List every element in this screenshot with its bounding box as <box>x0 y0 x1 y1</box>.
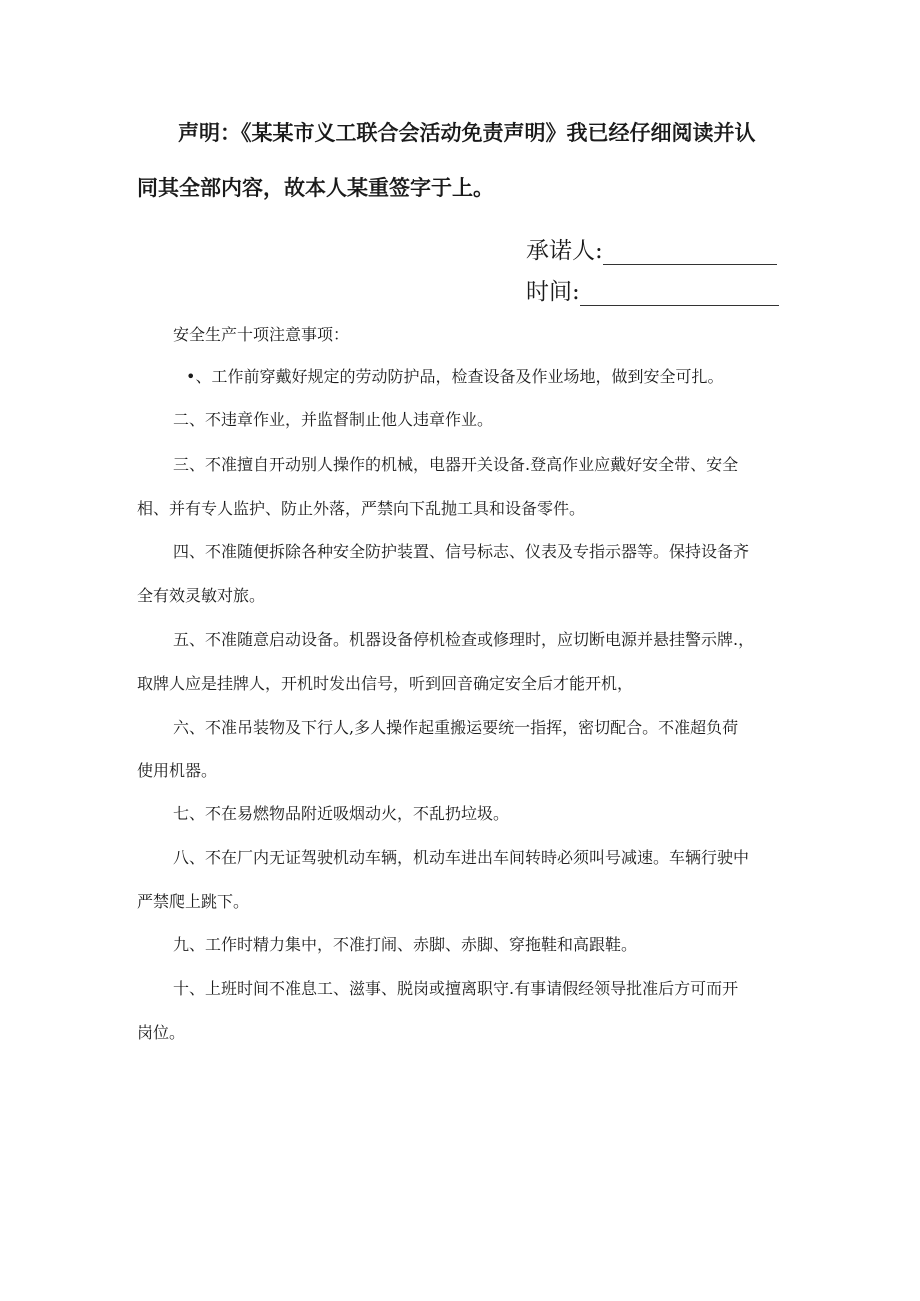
rule-item-2: 二、不违章作业，并监督制止他人违章作业。 <box>173 410 494 429</box>
rule-item-3-line-2: 相、并有专人监护、防止外落，严禁向下乱抛工具和设备零件。 <box>137 499 586 518</box>
rule-item-4-line-2: 全有效灵敏对旅。 <box>137 586 266 605</box>
rule-item-5-line-2: 取牌人应是挂牌人，开机时发出信号，听到回音确定安全后才能开机， <box>137 674 634 693</box>
rule-item-10-line-1: 十、上班时间不准息工、滋事、脱岗或擅离职守.有事请假经领导批准后方可而开 <box>173 979 739 998</box>
promisor-signature-line[interactable] <box>603 242 777 265</box>
time-row <box>526 273 779 306</box>
rule-item-4-line-1: 四、不准随便拆除各种安全防护装置、信号标志、仪表及专指示器等。保持设备齐 <box>173 542 750 561</box>
rule-item-7: 七、不在易燃物品附近吸烟动火，不乱扔垃圾。 <box>173 804 510 823</box>
rule-item-8-line-1: 八、不在厂内无证驾驶机动车辆，机动车进出车间转時必须叫号减速。车辆行驶中 <box>173 848 750 867</box>
time-label: 时间: <box>526 279 580 305</box>
declaration-line-1: 声明：《某某市义工联合会活动免责声明》我已经仔细阅读并认 <box>178 121 756 145</box>
rule-item-5-line-1: 五、不准随意启动设备。机器设备停机检查或修理时，应切断电源并悬挂警示牌.， <box>173 630 755 649</box>
rule-item-8-line-2: 严禁爬上跳下。 <box>137 892 250 911</box>
rule-item-1: •、工作前穿戴好规定的劳动防护品，检查设备及作业场地，做到安全可扎。 <box>186 367 724 386</box>
rules-heading: 安全生产十项注意事项： <box>173 325 350 344</box>
rule-item-3-line-1: 三、不准擅自开动别人操作的机械，电器开关设备.登高作业应戴好安全带、安全 <box>173 455 739 474</box>
promisor-label: 承诺人: <box>526 238 603 264</box>
rule-item-6-line-1: 六、不准吊装物及下行人,多人操作起重搬运要统一指挥，密切配合。不准超负荷 <box>173 718 739 737</box>
declaration-line-2: 同其全部内容，故本人某重签字于上。 <box>137 176 494 200</box>
rule-item-6-line-2: 使用机器。 <box>137 761 218 780</box>
time-signature-line[interactable] <box>580 283 779 306</box>
promisor-row <box>526 232 777 265</box>
rule-item-9: 九、工作时精力集中，不准打闹、赤脚、赤脚、穿拖鞋和高跟鞋。 <box>173 935 638 954</box>
rule-item-10-line-2: 岗位。 <box>137 1023 186 1042</box>
